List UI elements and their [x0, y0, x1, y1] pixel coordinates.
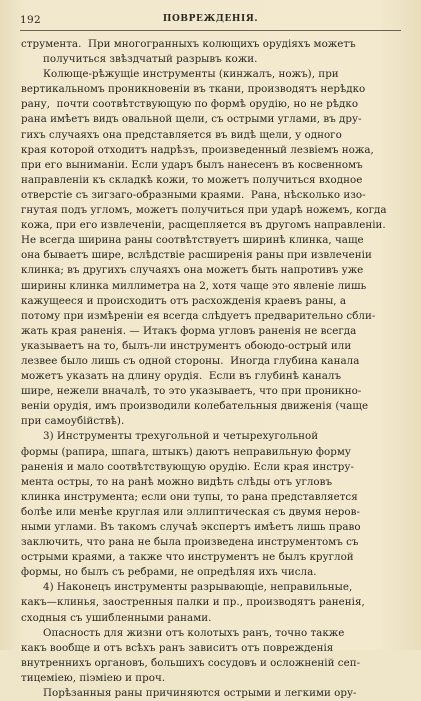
text-line: лезвее было лишь съ одной стороны. Иногда глубина канала	[21, 354, 360, 367]
text-line: внутреннихъ органовъ, большихъ сосудовъ и осложненій сеп-	[21, 656, 361, 669]
text-line: вертикальномъ проникновеніи въ ткани, производятъ нерѣдко	[21, 83, 366, 96]
text-line: шире, нежели вначалѣ, то это указываетъ, что при проникно-	[21, 385, 362, 398]
text-line: болѣе или менѣе круглая или эллиптическая съ двумя неров-	[21, 505, 360, 518]
body-text	[21, 37, 400, 701]
text-line: рана имѣетъ видъ овальной щели, съ острыми углами, въ дру-	[21, 113, 362, 126]
text-line: острыми краями, а также что инструментъ не былъ круглой	[21, 551, 354, 564]
text-line: направленіи къ складкѣ кожи, то можетъ получиться входное	[21, 173, 363, 186]
text-line: какъ вообще и отъ всѣхъ ранъ зависитъ отъ поврежденія	[21, 641, 334, 654]
text-line: при его выниманіи. Если ударъ былъ нанесенъ въ косвенномъ	[21, 158, 363, 171]
text-line: веніи орудія, имъ производили колебательныя движенія (чаще	[21, 400, 369, 413]
text-line: какъ—клинья, заостренныя палки и пр., производятъ раненія,	[21, 596, 365, 609]
text-line: кожа, при его извлеченіи, расщепляется въ другомъ направленіи.	[21, 219, 386, 232]
text-line: рану, почти соотвѣтствующую по формѣ орудію, но не рѣдко	[21, 98, 359, 111]
text-line: указываетъ на то, былъ-ли инструментъ обоюдо-острый или	[21, 339, 352, 352]
text-line: края которой отходитъ надрѣзъ, произведенный лезвіемъ ножа,	[21, 143, 374, 156]
text-line: гнутая подъ угломъ, можетъ получиться при ударѣ ножемъ, когда	[21, 204, 387, 217]
text-line: Колюще-рѣжущіе инструменты (кинжалъ, ножъ), при	[43, 68, 339, 81]
text-line: отверстіе съ зигзаго-образными краями. Рана, нѣсколько изо-	[21, 188, 366, 201]
text-line: Опасность для жизни отъ колотыхъ ранъ, точно также	[43, 626, 345, 639]
text-line: струмента. При многогранныхъ колющихъ орудіяхъ можетъ	[21, 38, 356, 50]
text-line: 4) Наконецъ инструменты разрывающіе, неправильные,	[43, 581, 353, 594]
text-line: получиться звѣздчатый разрывъ кожи.	[43, 53, 258, 66]
text-line: жать края раненія. — Итакъ форма угловъ раненія не всегда	[21, 324, 357, 337]
page-header	[20, 14, 401, 28]
text-line: потому при измѣреніи ея всегда слѣдуетъ предварительно сбли-	[21, 309, 376, 322]
text-line: заключить, что рана не была произведена инструментомъ съ	[21, 536, 359, 549]
text-line: при самоубійствѣ).	[21, 415, 125, 428]
text-line: гихъ случаяхъ она представляется въ видѣ щели, у одного	[21, 128, 342, 141]
text-line: кажущееся и происходитъ отъ расхожденія краевъ раны, а	[21, 294, 347, 307]
text-line: формы, но былъ съ ребрами, не опредѣляя ихъ числа.	[21, 566, 317, 579]
text-line: она бываетъ шире, вслѣдствіе расширенія раны при извлеченіи	[21, 249, 372, 262]
text-line: 3) Инструменты трехугольной и четырехугольной	[43, 430, 319, 443]
text-line: клинка; въ другихъ случаяхъ она можетъ быть напротивъ уже	[21, 264, 364, 277]
header-rule	[20, 30, 401, 31]
page-number: 192	[20, 14, 41, 26]
text-line: сходныя съ ушибленными ранами.	[21, 611, 212, 624]
running-title: ПОВРЕЖДЕНІЯ.	[162, 14, 259, 24]
text-line: Порѣзанныя раны причиняются острыми и легкими ору-	[43, 687, 357, 700]
text-line: тицеміею, піэміею и проч.	[21, 671, 166, 684]
text-line: можетъ указать на длину орудія. Если въ глубинѣ каналъ	[21, 370, 342, 383]
text-line: Не всегда ширина раны соотвѣтствуетъ ширинѣ клинка, чаще	[21, 234, 364, 247]
text-line: мента остры, то на ранѣ можно видѣть слѣды отъ угловъ	[21, 475, 333, 488]
text-line: ными углами. Въ такомъ случаѣ экспертъ имѣетъ лишь право	[21, 521, 361, 533]
text-line: клинка инструмента; если они тупы, то рана представляется	[21, 490, 358, 503]
text-line: формы (рапира, шпага, штыкъ) даютъ неправильную форму	[21, 445, 351, 458]
text-line: ширины клинка миллиметра на 2, хотя чаще это явленіе лишь	[21, 279, 367, 292]
text-line: раненія и мало соотвѣтствующую орудію. Если края инстру-	[21, 460, 354, 473]
